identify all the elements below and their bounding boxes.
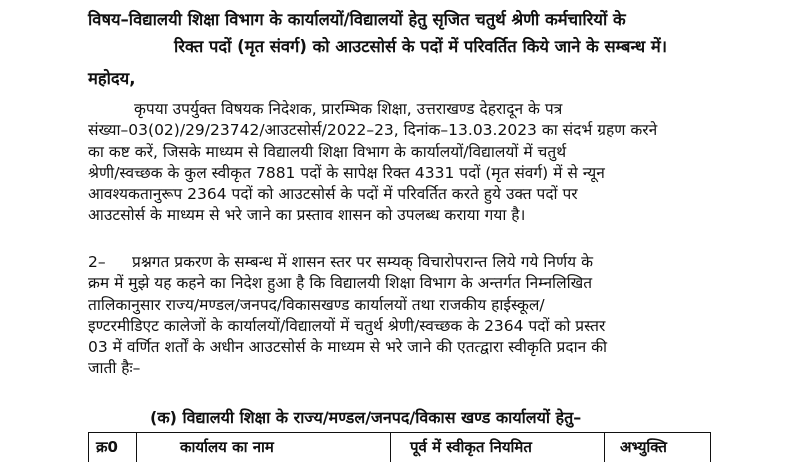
paragraph-1-line: कृपया उपर्युक्त विषयक निदेशक, प्रारम्भिक शिक्षा, उत्तराखण्ड देहरादून के पत्र [134,100,563,118]
salutation: महोदय, [88,69,136,88]
table-header-serial: क्र0 [96,438,118,456]
paragraph-1 [88,99,710,227]
section-heading: (क) विद्यालयी शिक्षा के राज्य/मण्डल/जनपद/विकास खण्ड कार्यालयों हेतु– [150,408,582,427]
paragraph-2-line: 2– प्रश्नगत प्रकरण के सम्बन्ध में शासन स्तर पर सम्यक् विचारोपरान्त लिये गये निर्णय के [88,252,710,273]
paragraph-number: 2– [88,253,106,271]
table-divider [88,432,89,462]
table-header-sanctioned: पूर्व में स्वीकृत नियमित [410,438,532,456]
subject-line-1: विषय–विद्यालयी शिक्षा विभाग के कार्यालयों/विद्यालयों हेतु सृजित चतुर्थ श्रेणी कर्मचारियों के [88,10,626,29]
table-divider [390,432,391,462]
paragraph-1-line: आवश्यकतानुरूप 2364 पदों को आउटसोर्स के पदों में परिवर्तित करते हुये उक्त पदों पर [88,185,578,204]
paragraph-2 [88,252,710,380]
paragraph-2-line: जाती हैः– [88,359,141,378]
table-divider [604,432,605,462]
paragraph-2-line: क्रम में मुझे यह कहने का निदेश हुआ है कि विद्यालयी शिक्षा विभाग के अन्तर्गत निम्नलिखित [88,274,593,293]
table-header-remarks: अभ्युक्ति [620,438,667,456]
paragraph-2-line: तालिकानुसार राज्य/मण्डल/जनपद/विकासखण्ड कार्यालयों तथा राजकीय हाईस्कूल/ [88,295,545,314]
table-header-office-name: कार्यालय का नाम [180,438,274,456]
table-divider [136,432,137,462]
paragraph-2-line: इण्टरमीडिएट कालेजों के कार्यालयों/विद्यालयों में चतुर्थ श्रेणी/स्वच्छक के 2364 पदों को प्रस्तर [88,316,606,335]
table-divider [710,432,711,462]
paragraph-2-line: 03 में वर्णित शर्तों के अधीन आउटसोर्स के माध्यम से भरे जाने की एतत्द्वारा स्वीकृति प्रदान की [88,338,608,357]
paragraph-1-line: का कष्ट करें, जिसके माध्यम से विद्यालयी शिक्षा विभाग के कार्यालयों/विद्यालयों में चतुर्थ [88,142,567,161]
paragraph-1-line: श्रेणी/स्वच्छक के कुल स्वीकृत 7881 पदों के सापेक्ष रिक्त 4331 पदों (मृत संवर्ग) में से न्यून [88,163,605,182]
subject-line-2: रिक्त पदों (मृत संवर्ग) को आउटसोर्स के पदों में परिवर्तित किये जाने के सम्बन्ध में। [174,37,668,56]
subject-heading [88,6,716,60]
paragraph-1-line: आउटसोर्स के माध्यम से भरे जाने का प्रस्ताव शासन को उपलब्ध कराया गया है। [88,206,526,225]
paragraph-1-line: संख्या–03(02)/29/23742/आउटसोर्स/2022–23, दिनांक–13.03.2023 का संदर्भ ग्रहण करने [88,121,658,140]
